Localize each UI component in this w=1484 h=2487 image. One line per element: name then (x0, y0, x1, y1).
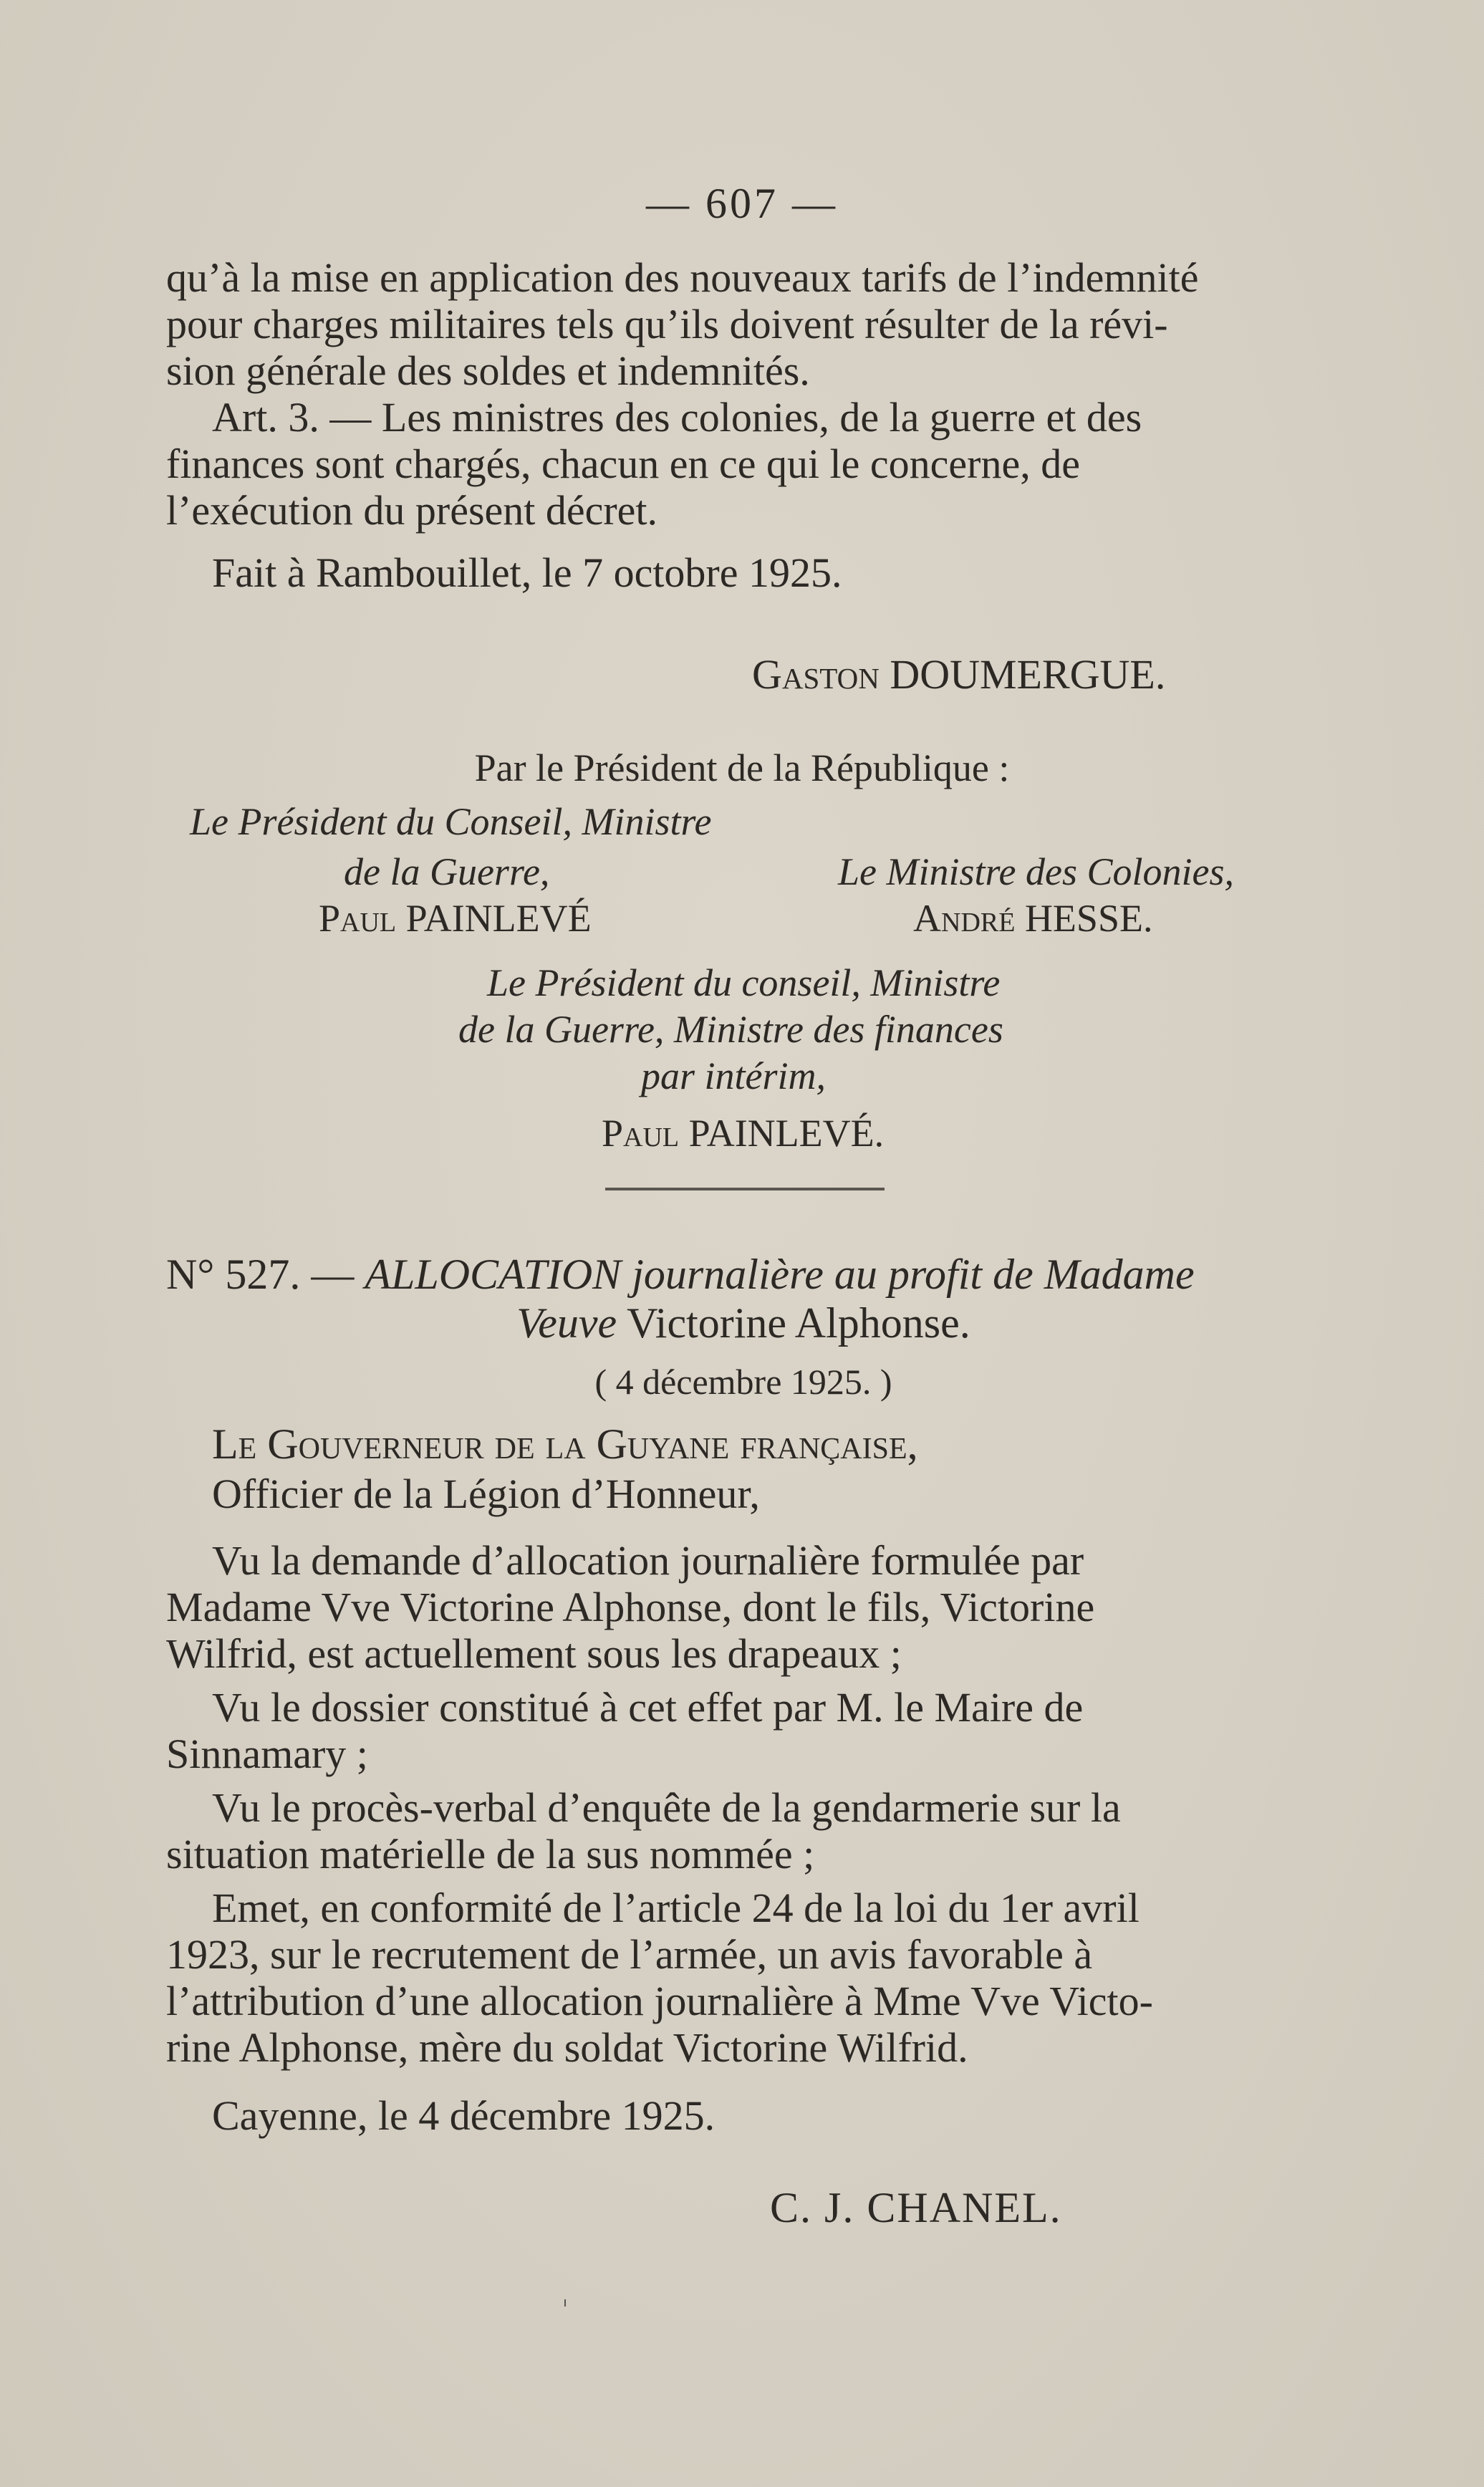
president-signature: Gaston DOUMERGUE. (752, 651, 1166, 698)
right-signatory-title: Le Ministre des Colonies, (838, 850, 1234, 893)
act-title-veuve: Veuve (516, 1299, 617, 1347)
vu-paragraph-1 (166, 1537, 1321, 1677)
interim-signatory-line-2: de la Guerre, Ministre des finances (458, 1008, 1003, 1051)
place-date-line: Cayenne, le 4 décembre 1925. (212, 2092, 716, 2139)
governor-signature: C. J. CHANEL. (770, 2184, 1062, 2231)
text-line: Vu le dossier constitué à cet effet par M. le Maire de (212, 1684, 1084, 1731)
page-number: — 607 — (646, 180, 838, 227)
act-527 (166, 1250, 1321, 2139)
act-heading-line-2 (166, 1299, 1321, 1347)
vu-paragraph-2 (166, 1684, 1321, 1777)
interim-signatory-name: Paul PAINLEVÉ. (602, 1112, 885, 1155)
text-line: Wilfrid, est actuellement sous les drapeaux ; (166, 1630, 902, 1677)
text-line: qu’à la mise en application des nouveaux tarifs de l’indemnité (166, 254, 1199, 301)
text-line: finances sont chargés, chacun en ce qui le concerne, de (166, 441, 1080, 487)
left-signatory-title-2: de la Guerre, (344, 850, 550, 893)
section-divider (605, 1188, 885, 1190)
par-le-president: Par le Président de la République : (474, 746, 1010, 789)
text-line: Sinnamary ; (166, 1731, 368, 1777)
interim-signatory-line-3: par intérim, (641, 1054, 827, 1097)
interim-signatory-line-1: Le Président du conseil, Ministre (487, 961, 1001, 1004)
scan-speck (564, 2299, 566, 2306)
text-line: l’exécution du présent décret. (166, 487, 658, 534)
left-signatory-title-1: Le Président du Conseil, Ministre (190, 800, 712, 843)
decree-date-line: Fait à Rambouillet, le 7 octobre 1925. (212, 549, 842, 596)
emet-paragraph (166, 1885, 1321, 2071)
act-title: ALLOCATION journalière au profit de Madame (365, 1251, 1195, 1298)
text-line: l’attribution d’une allocation journalière à Mme Vve Victo- (166, 1978, 1153, 2024)
act-heading (166, 1250, 1321, 1299)
text-line: situation matérielle de la sus nommée ; (166, 1831, 815, 1877)
decree-continuation (166, 254, 1321, 596)
article-3-paragraph (166, 394, 1321, 534)
left-signatory-name: Paul PAINLEVÉ (319, 897, 592, 940)
act-title-name: Victorine Alphonse. (627, 1299, 970, 1347)
text-line: pour charges militaires tels qu’ils doivent résulter de la révi- (166, 301, 1168, 347)
text-line: sion générale des soldes et indemnités. (166, 347, 810, 394)
right-signatory-name: André HESSE. (913, 897, 1153, 940)
text-line: rine Alphonse, mère du soldat Victorine Wilfrid. (166, 2024, 968, 2071)
act-date: ( 4 décembre 1925. ) (594, 1362, 892, 1402)
governor-line-1: Le Gouverneur de la Guyane française, (212, 1420, 918, 1468)
text-line: Vu la demande d’allocation journalière formulée par (212, 1537, 1084, 1584)
text-line: Madame Vve Victorine Alphonse, dont le fils, Victorine (166, 1584, 1095, 1630)
vu-paragraph-3 (166, 1784, 1321, 1877)
text-line: Emet, en conformité de l’article 24 de la loi du 1er avril (212, 1885, 1140, 1931)
text-line: Art. 3. — Les ministres des colonies, de la guerre et des (212, 394, 1142, 441)
governor-line-2: Officier de la Légion d’Honneur, (212, 1471, 760, 1517)
act-number: N° 527. — (166, 1251, 355, 1298)
text-line: 1923, sur le recrutement de l’armée, un avis favorable à (166, 1931, 1093, 1978)
text-line: Vu le procès-verbal d’enquête de la gendarmerie sur la (212, 1784, 1121, 1831)
decree-closing-paragraph (166, 254, 1321, 394)
